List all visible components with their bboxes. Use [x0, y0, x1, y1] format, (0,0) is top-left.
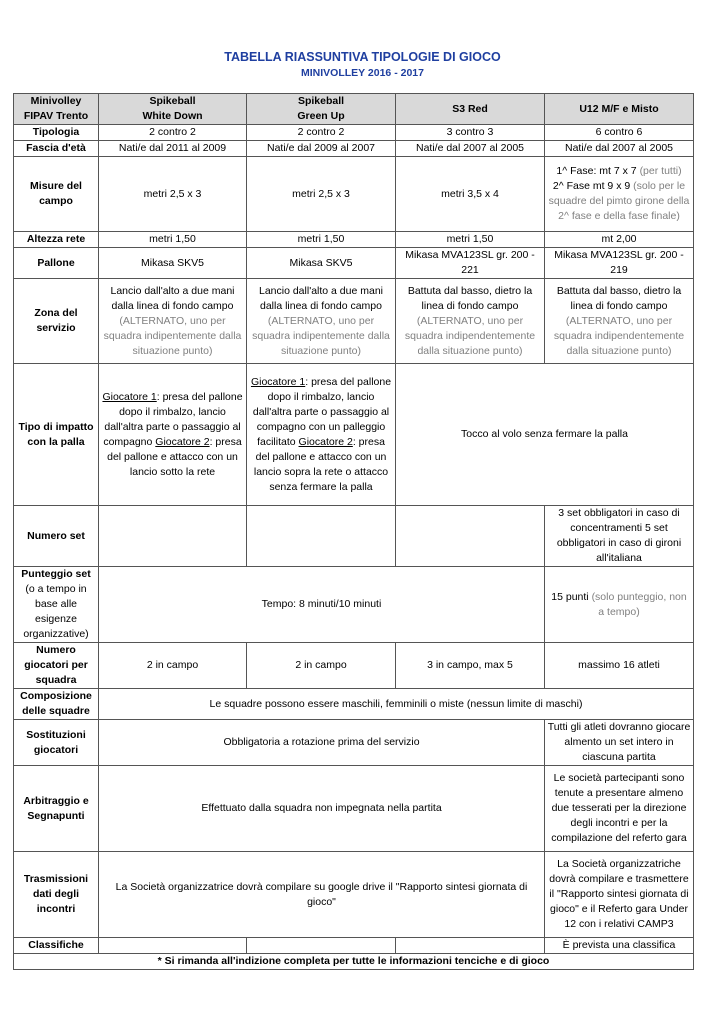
table-cell: Le società partecipanti sono tenute a presentare almeno due tesserati per la direzione degli incontri e per la compilazione del referto gara — [545, 766, 694, 852]
table-row — [14, 567, 694, 643]
table-row — [14, 506, 694, 567]
table-row — [14, 141, 694, 157]
header-cell-green-up: Spikeball Green Up — [247, 94, 396, 125]
table-cell: Mikasa SKV5 — [99, 248, 247, 279]
table-cell: Tutti gli atleti dovranno giocare almento un set intero in ciascuna partita — [545, 720, 694, 766]
table-row — [14, 279, 694, 364]
table-row — [14, 689, 694, 720]
table-cell: Tocco al volo senza fermare la palla — [396, 364, 694, 506]
table-cell: massimo 16 atleti — [545, 643, 694, 689]
table-cell: La Società organizzatriche dovrà compilare e trasmettere il "Rapporto sintesi giornata di gioco" e il Referto gara Under 12 con i relativi CAMP3 — [545, 852, 694, 938]
header-cell-s3-red: S3 Red — [396, 94, 545, 125]
table-cell: 2 contro 2 — [99, 125, 247, 141]
table-row — [14, 720, 694, 766]
table-cell: 2 in campo — [99, 643, 247, 689]
table-cell — [99, 506, 247, 567]
table-cell: metri 2,5 x 3 — [99, 157, 247, 232]
row-label: Pallone — [14, 248, 99, 279]
row-label: Altezza rete — [14, 232, 99, 248]
table-cell: È prevista una classifica — [545, 938, 694, 954]
table-row — [14, 232, 694, 248]
row-label: Composizione delle squadre — [14, 689, 99, 720]
table-cell: Mikasa MVA123SL gr. 200 - 221 — [396, 248, 545, 279]
table-cell — [396, 506, 545, 567]
table-cell: Battuta dal basso, dietro la linea di fondo campo (ALTERNATO, uno per squadra indipendentemente dalla situazione punto) — [396, 279, 545, 364]
table-cell: Mikasa MVA123SL gr. 200 - 219 — [545, 248, 694, 279]
row-label: Tipo di impatto con la palla — [14, 364, 99, 506]
row-label: Sostituzioni giocatori — [14, 720, 99, 766]
table-row — [14, 938, 694, 954]
summary-table — [13, 93, 694, 970]
row-label: Punteggio set (o a tempo in base alle esigenze organizzative) — [14, 567, 99, 643]
table-cell: 3 set obbligatori in caso di concentramenti 5 set obbligatori in caso di gironi all'italiana — [545, 506, 694, 567]
table-cell: 3 contro 3 — [396, 125, 545, 141]
table-cell: 3 in campo, max 5 — [396, 643, 545, 689]
table-cell: Tempo: 8 minuti/10 minuti — [99, 567, 545, 643]
row-label: Trasmissioni dati degli incontri — [14, 852, 99, 938]
table-cell: 1^ Fase: mt 7 x 7 (per tutti) 2^ Fase mt 9 x 9 (solo per le squadre del pimto girone della 2^ fase e della fase finale) — [545, 157, 694, 232]
table-header-row — [14, 94, 694, 125]
table-cell: Giocatore 1: presa del pallone dopo il rimbalzo, lancio dall'altra parte o passaggio al compagno con un palleggio facilitato Giocatore 2: presa del pallone e attacco con un lancio sopra la rete o attacco senza fermare la palla — [247, 364, 396, 506]
header-cell-white-down: Spikeball White Down — [99, 94, 247, 125]
table-cell: metri 1,50 — [396, 232, 545, 248]
table-row — [14, 125, 694, 141]
row-label: Classifiche — [14, 938, 99, 954]
table-cell: metri 2,5 x 3 — [247, 157, 396, 232]
table-cell: Nati/e dal 2007 al 2005 — [396, 141, 545, 157]
header-cell-minivolley: Minivolley FIPAV Trento — [14, 94, 99, 125]
table-cell: Le squadre possono essere maschili, femminili o miste (nessun limite di maschi) — [99, 689, 694, 720]
row-label: Numero giocatori per squadra — [14, 643, 99, 689]
table-cell: Lancio dall'alto a due mani dalla linea di fondo campo (ALTERNATO, uno per squadra indipentemente dalla situazione punto) — [99, 279, 247, 364]
table-cell: Nati/e dal 2009 al 2007 — [247, 141, 396, 157]
table-cell: Mikasa SKV5 — [247, 248, 396, 279]
row-label: Tipologia — [14, 125, 99, 141]
table-row — [14, 852, 694, 938]
table-cell: mt 2,00 — [545, 232, 694, 248]
table-cell: metri 1,50 — [99, 232, 247, 248]
table-cell — [396, 938, 545, 954]
footer-note: * Si rimanda all'indizione completa per tutte le informazioni tenciche e di gioco — [14, 954, 694, 970]
table-row — [14, 364, 694, 506]
table-cell: Lancio dall'alto a due mani dalla linea di fondo campo (ALTERNATO, uno per squadra indipentemente dalla situazione punto) — [247, 279, 396, 364]
table-cell: Nati/e dal 2011 al 2009 — [99, 141, 247, 157]
row-label: Arbitraggio e Segnapunti — [14, 766, 99, 852]
table-cell: Battuta dal basso, dietro la linea di fondo campo (ALTERNATO, uno per squadra indipendentemente dalla situazione punto) — [545, 279, 694, 364]
row-label: Misure del campo — [14, 157, 99, 232]
table-footer-row — [14, 954, 694, 970]
table-row — [14, 157, 694, 232]
table-cell: 15 punti (solo punteggio, non a tempo) — [545, 567, 694, 643]
row-label: Zona del servizio — [14, 279, 99, 364]
header-cell-u12: U12 M/F e Misto — [545, 94, 694, 125]
table-row — [14, 766, 694, 852]
table-cell — [247, 506, 396, 567]
table-row — [14, 248, 694, 279]
table-cell: La Società organizzatrice dovrà compilare su google drive il "Rapporto sintesi giornata di gioco" — [99, 852, 545, 938]
row-label: Numero set — [14, 506, 99, 567]
table-cell — [99, 938, 247, 954]
table-cell: metri 3,5 x 4 — [396, 157, 545, 232]
table-cell: 6 contro 6 — [545, 125, 694, 141]
page-subtitle: MINIVOLLEY 2016 - 2017 — [301, 67, 424, 79]
table-row — [14, 643, 694, 689]
table-cell: Effettuato dalla squadra non impegnata nella partita — [99, 766, 545, 852]
page-title: TABELLA RIASSUNTIVA TIPOLOGIE DI GIOCO — [224, 50, 501, 64]
table-cell — [247, 938, 396, 954]
table-cell: 2 contro 2 — [247, 125, 396, 141]
table-cell: Nati/e dal 2007 al 2005 — [545, 141, 694, 157]
table-cell: 2 in campo — [247, 643, 396, 689]
table-cell: Giocatore 1: presa del pallone dopo il rimbalzo, lancio dall'altra parte o passaggio al compagno Giocatore 2: presa del pallone e attacco con un lancio sotto la rete — [99, 364, 247, 506]
table-cell: metri 1,50 — [247, 232, 396, 248]
table-cell: Obbligatoria a rotazione prima del servizio — [99, 720, 545, 766]
row-label: Fascia d'età — [14, 141, 99, 157]
